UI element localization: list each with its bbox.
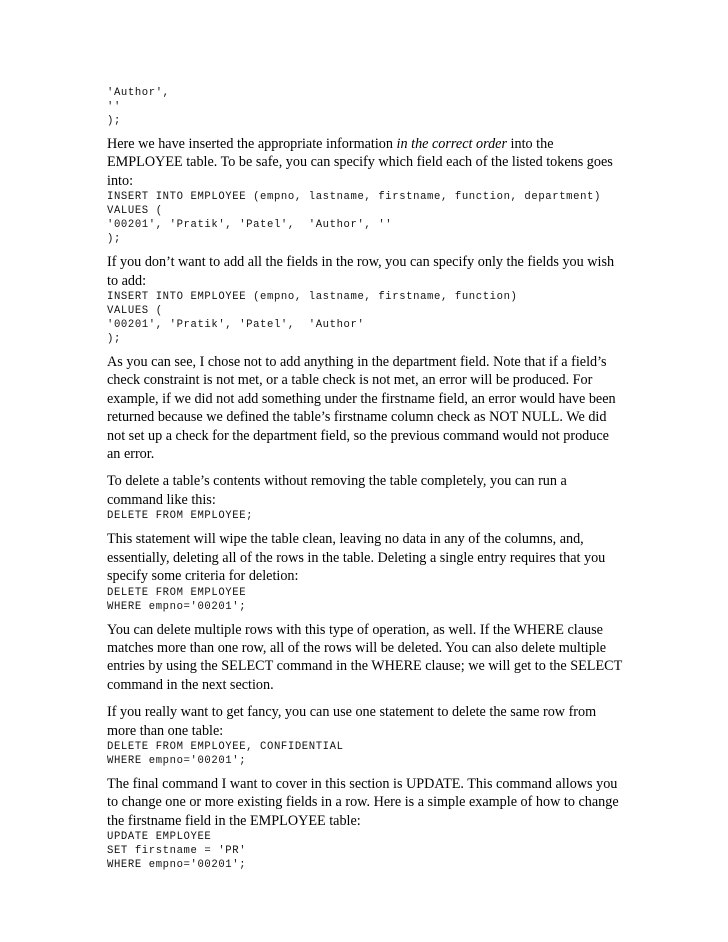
code-block-delete-all: DELETE FROM EMPLOYEE; — [107, 510, 254, 523]
code-block-delete-where: DELETE FROM EMPLOYEE WHERE empno='00201'; — [107, 586, 247, 613]
paragraph-specify-fields: If you don’t want to add all the fields in the row, you can specify only the fields you wish to add: — [107, 254, 615, 289]
code-block-insert-some-fields: INSERT INTO EMPLOYEE (empno, lastname, firstname, function) VALUES ( '00201', 'Pratik', 'Patel', 'Author' ); — [107, 291, 518, 346]
paragraph-delete-contents: To delete a table’s contents without removing the table completely, you can run a command like this: — [107, 473, 567, 508]
code-block-update: UPDATE EMPLOYEE SET firstname = 'PR' WHERE empno='00201'; — [107, 831, 247, 872]
code-block-delete-multi-table: DELETE FROM EMPLOYEE, CONFIDENTIAL WHERE empno='00201'; — [107, 740, 344, 767]
paragraph-wipe-table: This statement will wipe the table clean, leaving no data in any of the columns, and, essentially, deleting all of the rows in the table. Deleting a single entry requires that you specify some criteria for deletion: — [107, 531, 606, 585]
paragraph-check-constraint: As you can see, I chose not to add anything in the department field. Note that if a field’s check constraint is not met, or a table check is not met, an error will be produced. For example, if we did not add something under the firstname field, an error would have been returned because we defined the table’s firstname column check as NOT NULL. We did not set up a check for the department field, so the previous command would not produce an error. — [107, 354, 616, 463]
paragraph-delete-fancy: If you really want to get fancy, you can use one statement to delete the same row from more than one table: — [107, 704, 597, 739]
paragraph-delete-multiple: You can delete multiple rows with this type of operation, as well. If the WHERE clause matches more than one row, all of the rows will be deleted. You can also delete multiple entries by using the SELECT command in the WHERE clause; we will get to the SELECT command in the next section. — [107, 621, 623, 693]
document-page — [107, 86, 625, 872]
code-block-insert-values-tail: 'Author', '' ); — [107, 87, 170, 127]
emphasis-text: in the correct order — [396, 136, 507, 152]
paragraph-text: Here we have inserted the appropriate information — [107, 136, 397, 152]
paragraph-text: into the EMPLOYEE table. To be safe, you can specify which field each of the listed tokens goes into: — [107, 136, 613, 189]
paragraph-update-intro: The final command I want to cover in this section is UPDATE. This command allows you to change one or more existing fields in a row. Here is a simple example of how to change the firstname field in the EMPLOYEE table: — [107, 775, 619, 829]
code-block-insert-all-fields: INSERT INTO EMPLOYEE (empno, lastname, firstname, function, department) VALUES ( '00201', 'Pratik', 'Patel', 'Author', '' ); — [107, 191, 601, 246]
paragraph-inserted-order — [107, 135, 625, 190]
